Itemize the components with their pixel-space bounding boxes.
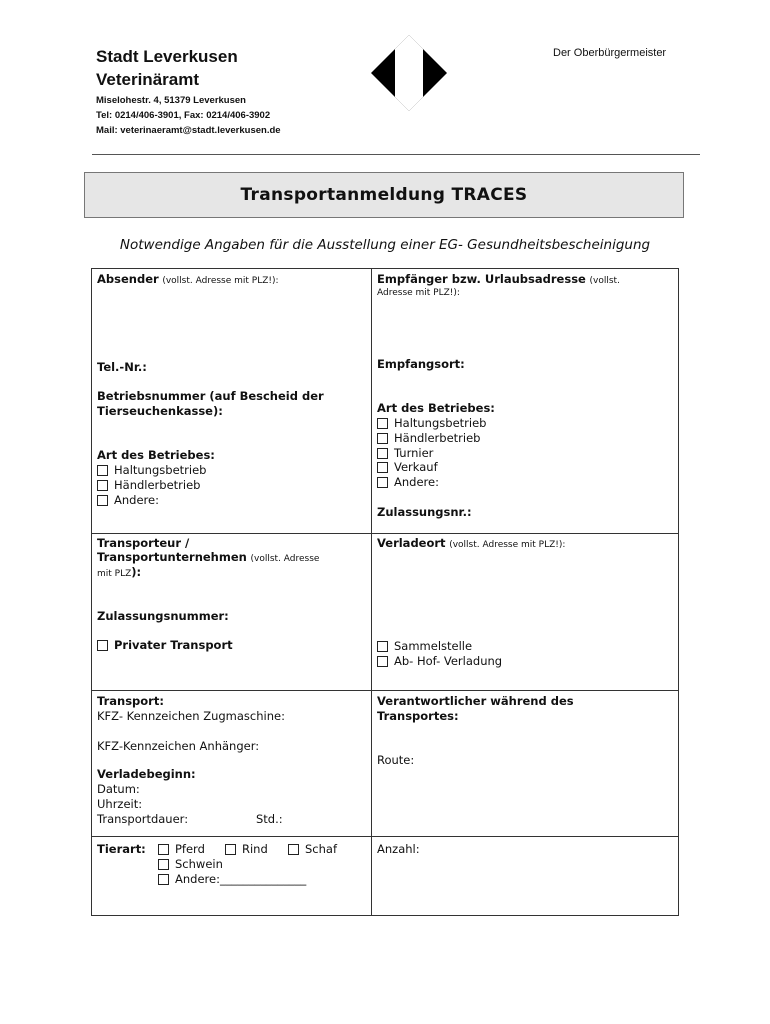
- checkbox[interactable]: [225, 844, 236, 855]
- org-mail: Mail: veterinaeramt@stadt.leverkusen.de: [96, 125, 281, 136]
- transport-verladebeginn: Verladebeginn:: [97, 767, 196, 781]
- sender-tel: Tel.-Nr.:: [97, 360, 147, 374]
- transporter-note-2-end: ):: [131, 565, 142, 579]
- org-phone-fax: Tel: 0214/406-3901, Fax: 0214/406-3902: [96, 110, 271, 121]
- animals-anzahl: Anzahl:: [377, 842, 420, 856]
- transporter-note-1: (vollst. Adresse: [250, 554, 320, 564]
- option-label: Sammelstelle: [394, 639, 473, 653]
- checkbox[interactable]: [377, 462, 388, 473]
- transport-kfz-zug: KFZ- Kennzeichen Zugmaschine:: [97, 709, 285, 723]
- checkbox[interactable]: [97, 640, 108, 651]
- option-label: Händlerbetrieb: [394, 431, 481, 445]
- recipient-label: Empfänger bzw. Urlaubsadresse: [377, 272, 586, 286]
- transport-datum: Datum:: [97, 782, 140, 796]
- checkbox[interactable]: [158, 859, 169, 870]
- checkbox[interactable]: [377, 418, 388, 429]
- option-label: Ab- Hof- Verladung: [394, 654, 503, 668]
- sender-option-andere[interactable]: [97, 493, 159, 508]
- org-address: Miselohestr. 4, 51379 Leverkusen: [96, 95, 246, 106]
- sender-betrieb-label-2: Tierseuchenkasse):: [97, 404, 223, 418]
- city-logo-icon: [369, 33, 449, 117]
- recipient-zulassung: Zulassungsnr.:: [377, 505, 472, 519]
- form-subtitle: Notwendige Angaben für die Ausstellung einer EG- Gesundheitsbescheinigung: [119, 237, 651, 253]
- sender-heading: [97, 272, 279, 289]
- option-label: Privater Transport: [114, 638, 233, 652]
- form-grid: [91, 268, 679, 916]
- checkbox[interactable]: [158, 844, 169, 855]
- transporter-zulassung: Zulassungsnummer:: [97, 609, 229, 623]
- form-title: Transportanmeldung TRACES: [240, 185, 528, 205]
- option-label: Rind: [242, 842, 268, 856]
- option-label: Andere:: [114, 493, 159, 507]
- title-box: [84, 172, 684, 218]
- responsible-label-1: Verantwortlicher während des: [377, 694, 574, 708]
- checkbox[interactable]: [377, 448, 388, 459]
- recipient-option-haltungsbetrieb[interactable]: [377, 416, 486, 431]
- checkbox[interactable]: [377, 477, 388, 488]
- recipient-option-haendlerbetrieb[interactable]: [377, 431, 480, 446]
- option-label: Schwein: [175, 857, 223, 871]
- option-label: Pferd: [175, 842, 205, 856]
- sender-option-haendlerbetrieb[interactable]: [97, 478, 200, 493]
- sender-art-label: Art des Betriebes:: [97, 448, 215, 462]
- animal-option-schwein[interactable]: [158, 857, 223, 872]
- loading-label: Verladeort: [377, 536, 446, 550]
- header-divider: [92, 154, 700, 155]
- recipient-option-verkauf[interactable]: [377, 460, 438, 475]
- option-label: Haltungsbetrieb: [394, 416, 487, 430]
- sender-option-haltungsbetrieb[interactable]: [97, 463, 206, 478]
- transport-label: Transport:: [97, 694, 164, 708]
- responsible-route: Route:: [377, 753, 415, 767]
- row-divider: [92, 690, 678, 691]
- option-label: Schaf: [305, 842, 338, 856]
- transporter-note-2: mit PLZ: [97, 569, 132, 579]
- row-divider: [92, 836, 678, 837]
- checkbox[interactable]: [377, 641, 388, 652]
- checkbox[interactable]: [377, 433, 388, 444]
- checkbox[interactable]: [288, 844, 299, 855]
- checkbox[interactable]: [158, 874, 169, 885]
- option-label: Andere:_______________: [175, 872, 307, 886]
- org-name: Stadt Leverkusen: [96, 47, 238, 66]
- responsible-label-2: Transportes:: [377, 709, 459, 723]
- transport-std: Std.:: [256, 812, 283, 826]
- transport-kfz-anhaenger: KFZ-Kennzeichen Anhänger:: [97, 739, 260, 753]
- animal-option-rind[interactable]: [225, 842, 268, 857]
- recipient-note-2: Adresse mit PLZ!):: [377, 288, 460, 298]
- animals-label: Tierart:: [97, 842, 146, 856]
- loading-option-sammelstelle[interactable]: [377, 639, 472, 654]
- transport-dauer: Transportdauer:: [97, 812, 189, 826]
- recipient-ort: Empfangsort:: [377, 357, 465, 371]
- mayor-label: Der Oberbürgermeister: [553, 47, 667, 59]
- recipient-art-label: Art des Betriebes:: [377, 401, 495, 415]
- org-department: Veterinäramt: [96, 70, 199, 89]
- transporter-label-2: Transportunternehmen: [97, 550, 247, 564]
- checkbox[interactable]: [97, 465, 108, 476]
- checkbox[interactable]: [97, 480, 108, 491]
- transporter-label-1: Transporteur /: [97, 536, 190, 550]
- recipient-option-turnier[interactable]: [377, 446, 433, 461]
- transporter-note-line-2: [97, 565, 141, 582]
- recipient-note-1: (vollst.: [589, 276, 620, 286]
- sender-note: (vollst. Adresse mit PLZ!):: [162, 276, 279, 286]
- option-label: Andere:: [394, 475, 439, 489]
- sender-betrieb-label-1: Betriebsnummer (auf Bescheid der: [97, 389, 324, 403]
- animal-option-andere[interactable]: [158, 872, 306, 887]
- option-label: Haltungsbetrieb: [114, 463, 207, 477]
- animal-option-schaf[interactable]: [288, 842, 337, 857]
- option-label: Händlerbetrieb: [114, 478, 201, 492]
- loading-option-ab-hof[interactable]: [377, 654, 502, 669]
- option-label: Turnier: [394, 446, 434, 460]
- transporter-option-privat[interactable]: [97, 638, 233, 653]
- loading-note: (vollst. Adresse mit PLZ!):: [449, 540, 566, 550]
- animal-option-pferd[interactable]: [158, 842, 205, 857]
- sender-label: Absender: [97, 272, 159, 286]
- column-divider: [371, 269, 372, 915]
- row-divider: [92, 533, 678, 534]
- checkbox[interactable]: [97, 495, 108, 506]
- transport-uhrzeit: Uhrzeit:: [97, 797, 143, 811]
- checkbox[interactable]: [377, 656, 388, 667]
- option-label: Verkauf: [394, 460, 438, 474]
- recipient-option-andere[interactable]: [377, 475, 439, 490]
- loading-heading: [377, 536, 565, 553]
